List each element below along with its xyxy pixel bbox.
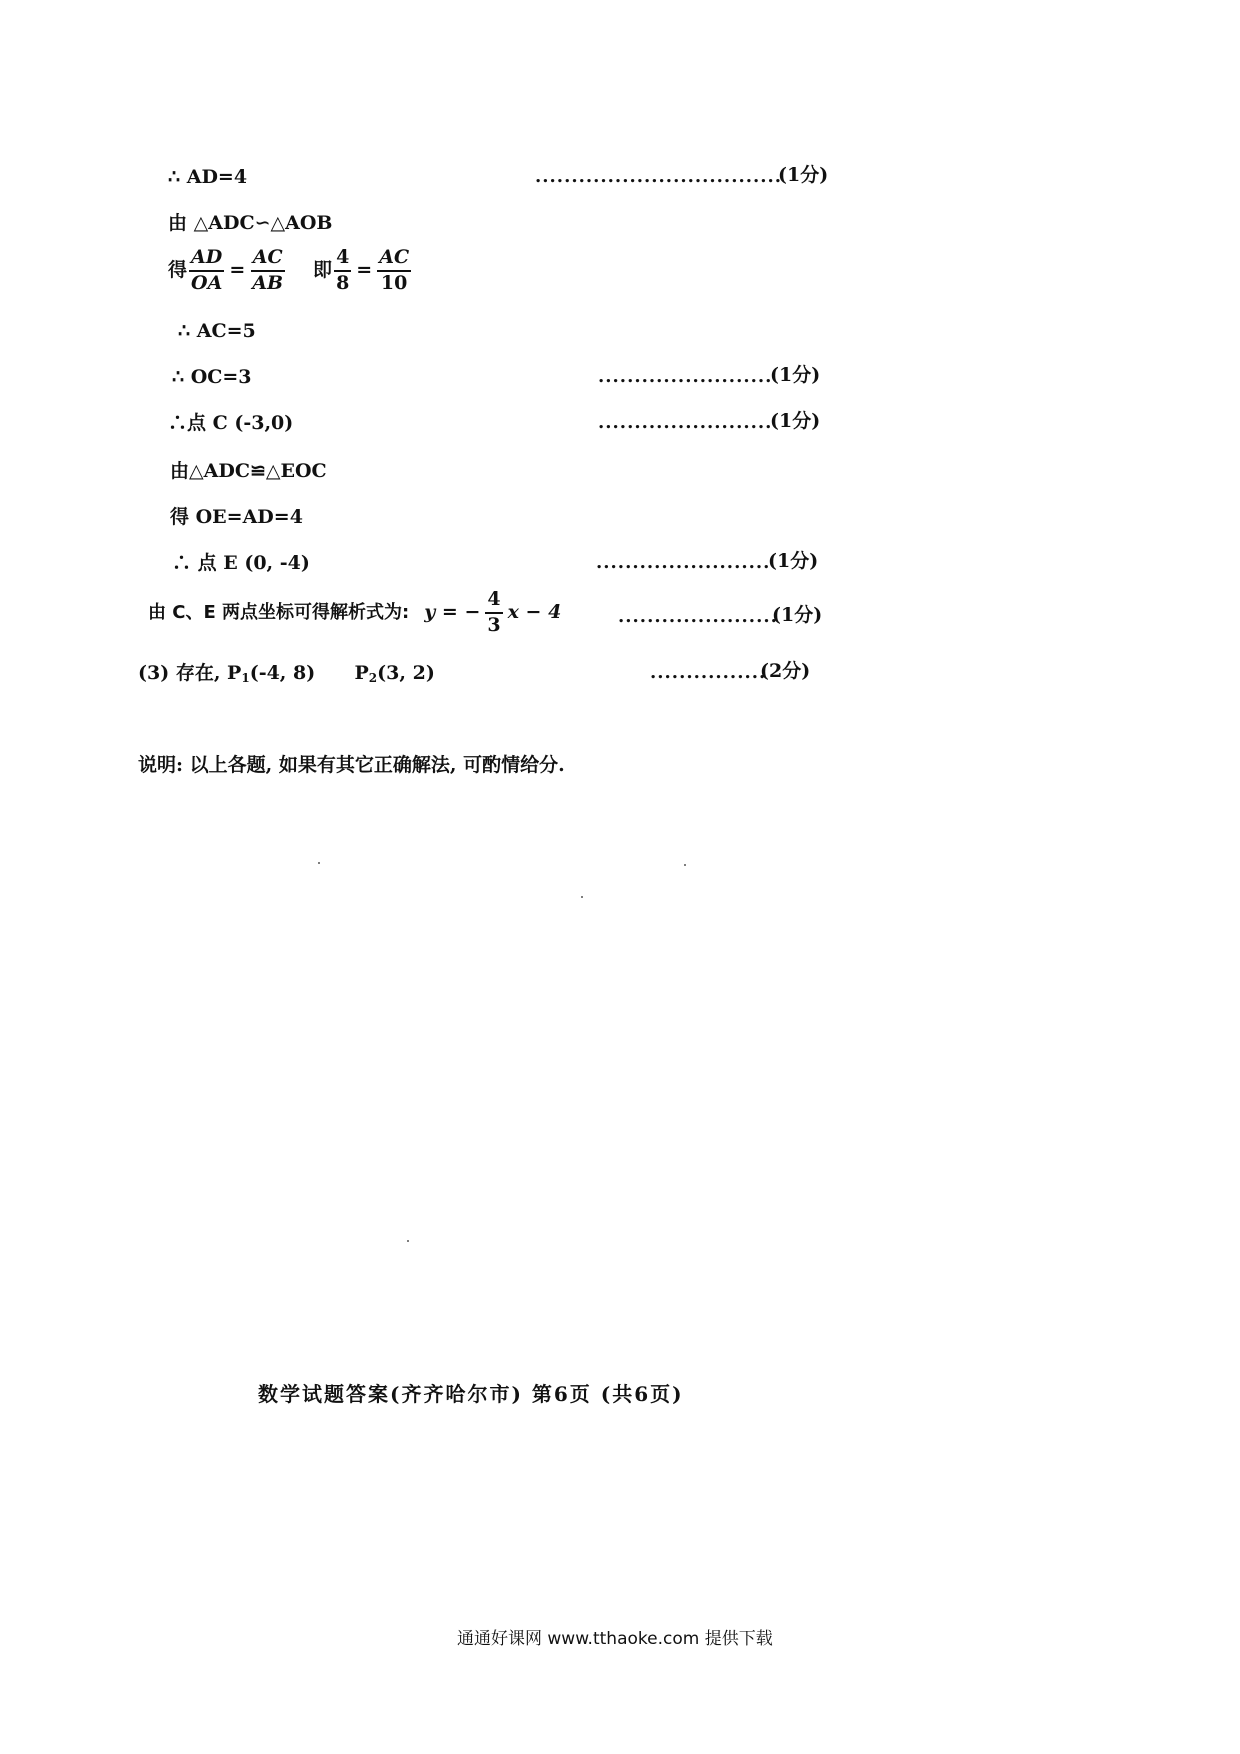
line-congruent-triangles: 由△ADC≌△EOC [170,460,327,482]
fraction-denominator: 8 [336,271,350,294]
score-part3: (2分) [760,660,811,682]
p2-label: P [354,662,369,684]
p2-coords: (3, 2) [377,662,435,684]
formula-lhs: y = − [424,601,481,624]
fraction-numerator: 4 [334,248,351,272]
fraction-denominator: AB [252,271,284,294]
line-ratio [168,248,413,294]
line-formula [148,590,564,636]
fraction-ac-ab [250,248,285,294]
fraction-denominator: 10 [380,271,408,294]
fraction-4-3 [485,590,502,636]
line-part3 [138,664,435,684]
line-point-c: ∴点 C (-3,0) [168,412,294,434]
equals-sign: = [356,259,373,282]
leader-dots: ...................... [618,606,778,627]
fraction-numerator: AD [189,248,224,272]
fraction-numerator: 4 [485,590,502,614]
score-oc: (1分) [770,364,821,386]
download-watermark: 通通好课网 www.tthaoke.com 提供下载 [457,1629,773,1649]
line-ac: ∴ AC=5 [178,320,256,342]
page-footer: 数学试题答案(齐齐哈尔市) 第6页 (共6页) [258,1382,684,1406]
fraction-denominator: OA [191,271,223,294]
formula-rhs: x − 4 [507,601,562,624]
part3-label: (3) 存在, P [138,662,242,684]
fraction-numerator: AC [251,248,285,272]
ratio-mid: 即 [313,259,333,282]
scan-speck [684,864,686,866]
leader-dots: ................ [650,662,767,683]
score-point-e: (1分) [768,550,819,572]
line-similar-triangles: 由 △ADC∽△AOB [168,212,333,234]
scan-speck [581,896,583,898]
p1-subscript: 1 [241,671,250,685]
score-ad: (1分) [778,164,829,186]
leader-dots: ........................ [596,552,771,573]
leader-dots: ........................ [598,412,773,433]
line-ad: ∴ AD=4 [168,166,248,188]
fraction-ad-oa [189,248,224,294]
leader-dots: ........................ [598,366,773,387]
scan-speck [318,862,320,864]
line-oc: ∴ OC=3 [172,366,252,388]
fraction-numerator: AC [377,248,411,272]
scan-speck [407,1240,409,1242]
ratio-prefix: 得 [168,259,188,282]
line-oe: 得 OE=AD=4 [170,506,303,528]
fraction-4-8 [334,248,351,294]
fraction-denominator: 3 [487,613,501,636]
fraction-ac-10 [377,248,411,294]
grading-note: 说明: 以上各题, 如果有其它正确解法, 可酌情给分. [138,754,565,776]
leader-dots: .................................. [535,166,783,187]
score-formula: (1分) [772,604,823,626]
equals-sign: = [229,259,246,282]
score-point-c: (1分) [770,410,821,432]
p1-coords: (-4, 8) [249,662,316,684]
line-point-e: ∴ 点 E (0, -4) [172,552,310,574]
formula-prefix: 由 C、E 两点坐标可得解析式为: [148,601,410,623]
p2-subscript: 2 [368,671,378,685]
